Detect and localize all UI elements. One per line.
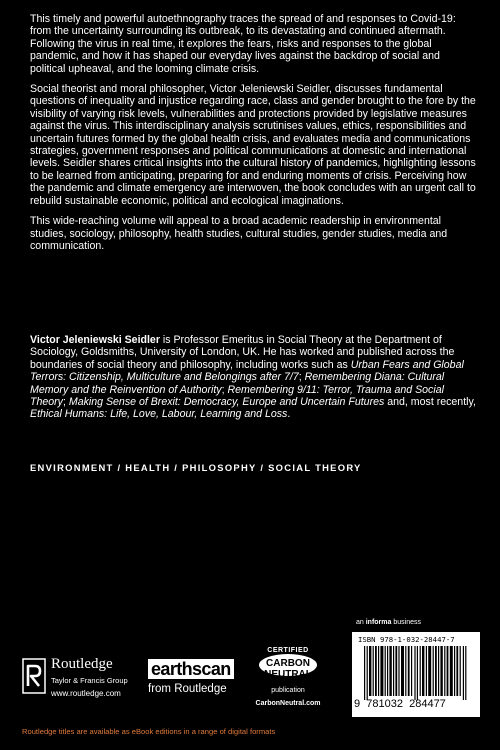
blurb-paragraph-3: This wide-reaching volume will appeal to a broad academic readership in environmental studies, sociology, philosophy, health studies, cultural studies, gender studies, media and communication. [30,215,448,252]
blurb [30,13,478,260]
author-name: Victor Jeleniewski Seidler [30,334,160,346]
routledge-r-icon [22,658,46,694]
book-title: Making Sense of Brexit: Democracy, Europe and Uncertain Futures [68,396,385,409]
blurb-paragraph-2: Social theorist and moral philosopher, Victor Jeleniewski Seidler, discusses fundamental questions of inequality and injustice regarding race, class and gender brought to the fore by the visibility of varying risk levels, vulnerabilities and protections provided by legislative measures against the virus. This interdisciplinary analysis scrutinises values, ethics, responsibilities and uncertain futures formed by the global health crisis, and evaluates media and communications strategies, government responses and political communications at domestic and international levels. Seidler shares critical insights into the cultural history of pandemics, highlighting lessons to be learned from anticipating, preparing for and enduring moments of crisis. Perceiving how the pandemic and climate emergency are interwoven, the book concludes with an urgent call to rebuild sustainable economic, political and ecological imaginations. [30,83,476,207]
carbon-certified: CERTIFIED [267,647,309,654]
earthscan-from: from Routledge [148,683,227,695]
ebook-notice: Routledge titles are available as eBook editions in a range of digital formats [22,727,276,736]
publisher-group: Taylor & Francis Group [51,676,128,685]
subject-categories: ENVIRONMENT / HEALTH / PHILOSOPHY / SOCIAL THEORY [30,462,362,473]
carbon-publication: publication [271,687,305,694]
book-title: Remembering Diana: Cultural Memory and the Reinvention of Authority [30,371,445,396]
informa-label: an informa business [356,619,421,626]
earthscan-wordmark: earthscan [148,659,234,679]
barcode-bars [364,646,468,700]
isbn-barcode [352,632,480,717]
routledge-logo [22,655,142,707]
carbon-neutral-badge [250,645,326,717]
book-title: Remembering 9/11: Terror, Trauma and Social Theory [30,383,444,409]
carbon-word: CARBON NEUTRAL [264,658,312,680]
isbn-text: ISBN 978-1-032-28447-7 [358,635,455,644]
book-title: Urban Fears and Global Terrors: Citizenship, Multiculture and Belongings after 7/7 [30,358,464,384]
carbon-url: CarbonNeutral.com [255,700,321,707]
earthscan-logo [142,659,238,705]
publisher-name: Routledge [51,656,113,672]
barcode-digits: 9 781032 284477 [354,698,446,710]
blurb-paragraph-1: This timely and powerful autoethnography traces the spread of and responses to Covid-19: from the uncertainty surrounding its outbreak, to its devastating and continued aftermath. Following the virus in real time, it explores the fears, risks and responses to the global pandemic, and how it has shaped our everyday lives against the backdrop of social and political upheaval, and the looming climate crisis. [30,13,456,75]
publisher-url: www.routledge.com [51,689,121,698]
author-bio: Victor Jeleniewski Seidler is Professor Emeritus in Social Theory at the Department of Sociology, Goldsmiths, University of London, UK. He has worked and published across the boundaries of social theory and philosophy, including works such as Urban Fears and Global Terrors: Citizenship, Multiculture and Belongings after 7/7; Remembering Diana: Cultural Memory and the Reinvention of Authority; Remembering 9/11: Terror, Trauma and Social Theory; Making Sense of Brexit: Democracy, Europe and Uncertain Futures and, most recently, Ethical Humans: Life, Love, Labour, Learning and Loss. [30,334,476,421]
book-title: Ethical Humans: Life, Love, Labour, Learning and Loss [30,408,288,421]
